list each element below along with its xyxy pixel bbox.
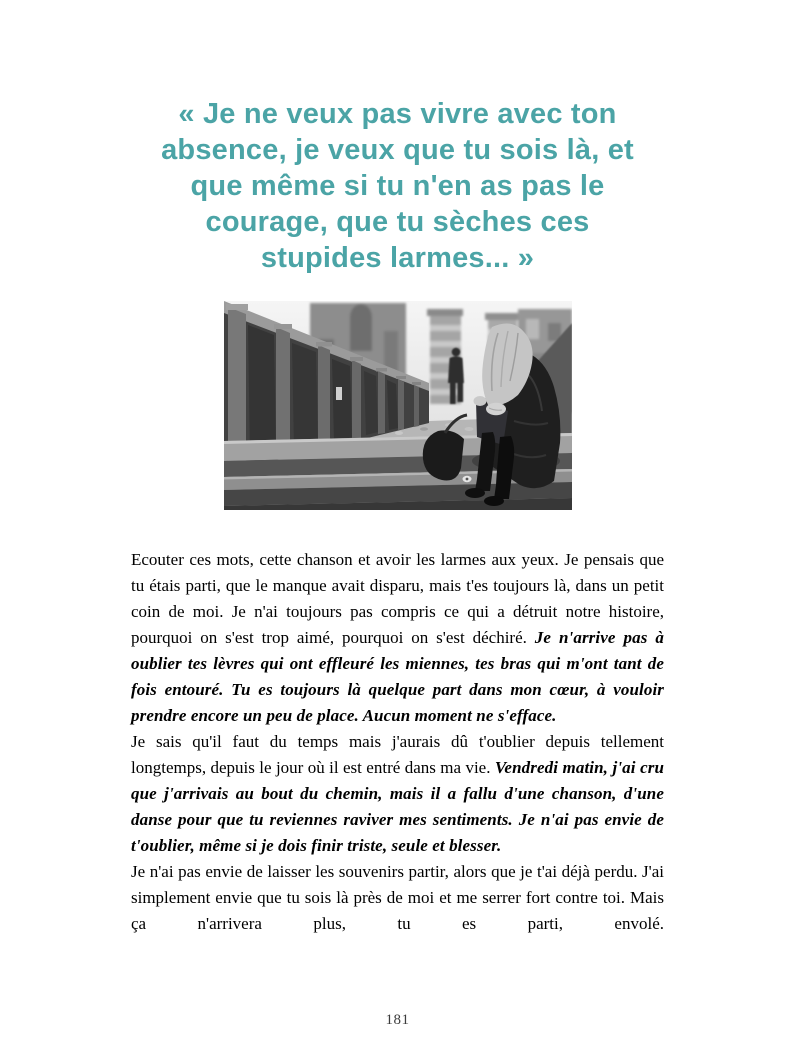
paragraph-1-normal: Ecouter ces mots, cette chanson et avoir les larmes aux yeux. Je pensais que tu étais parti, que le manque avait disparu, mais t'es toujours là, dans un petit coin de moi. Je n'ai toujours pas compris ce qui a détruit notre histoire, pourquoi on s'est trop aimé, pourquoi on s'est déchiré. [131, 550, 664, 647]
chapter-quote-heading [0, 0, 795, 276]
paragraph-2 [131, 729, 664, 859]
paragraph-2-normal: Je sais qu'il faut du temps mais j'aurais dû t'oublier depuis tellement longtemps, depuis le jour où il est entré dans ma vie. [131, 732, 664, 777]
story-text [131, 547, 664, 937]
quote-line: stupides larmes... » [260, 242, 535, 274]
story-photo [224, 301, 572, 510]
paragraph-1-emphasis: Je n'arrive pas à oublier tes lèvres qui ont effleuré les miennes, tes bras qui m'ont tant de fois entouré. Tu es toujours là quelque part dans mon cœur, à vouloir prendre encore un peu de place. Aucun moment ne s'efface. [131, 628, 664, 725]
paragraph-3-normal: Je n'ai pas envie de laisser les souvenirs partir, alors que je t'ai déjà perdu. J'ai simplement envie que tu sois là près de moi et me serrer fort contre toi. Mais ça n'arrivera plus, tu es parti, envolé. [131, 862, 664, 933]
quote-line: « Je ne veux pas vivre avec ton [178, 98, 617, 130]
paragraph-1 [131, 547, 664, 729]
photo-illustration [224, 301, 572, 510]
quote-line: absence, je veux que tu sois là, et [161, 134, 634, 166]
paragraph-3 [131, 859, 664, 937]
quote-line: courage, que tu sèches ces [205, 206, 590, 238]
quote-line: que même si tu n'en as pas le [190, 170, 605, 202]
paragraph-2-emphasis: Vendredi matin, j'ai cru que j'arrivais au bout du chemin, mais il a fallu d'une chanson, d'une danse pour que tu reviennes raviver mes sentiments. Je n'ai pas envie de t'oublier, même si je dois finir triste, seule et blesser. [131, 758, 664, 855]
page-number: 181 [385, 1012, 410, 1028]
